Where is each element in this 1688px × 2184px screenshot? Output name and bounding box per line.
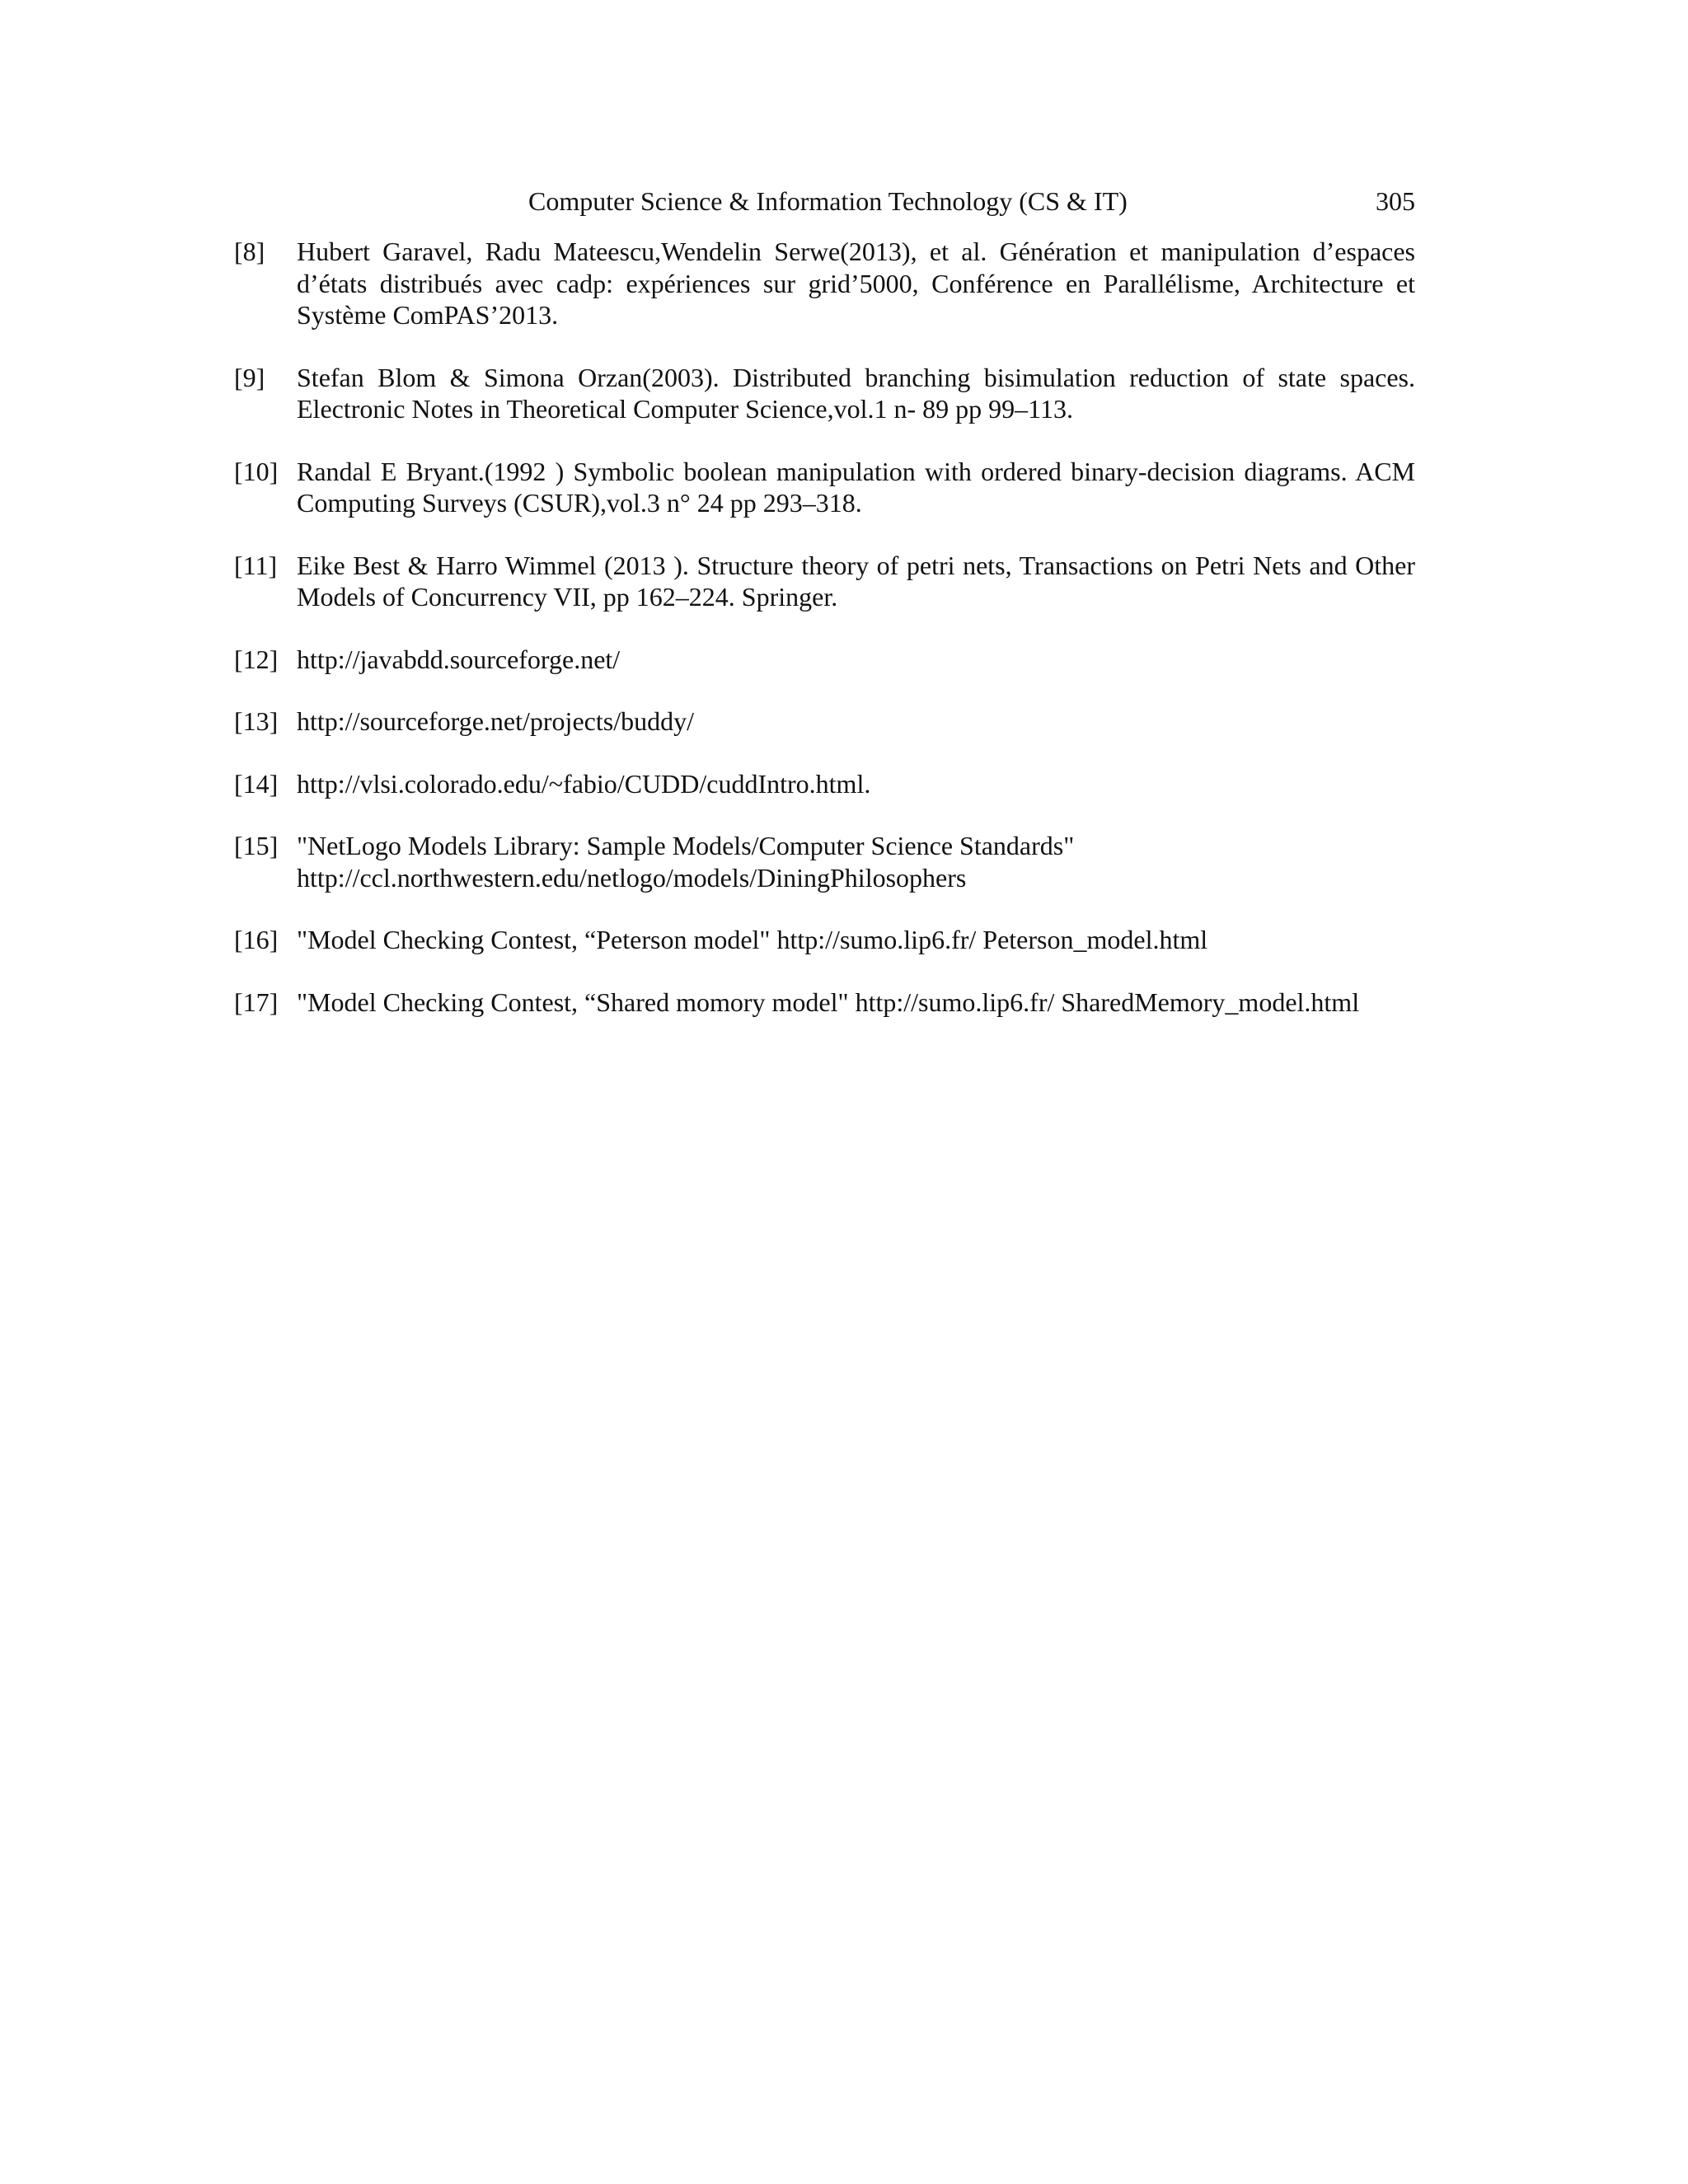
reference-15 bbox=[234, 830, 1415, 893]
reference-url[interactable]: http://ccl.northwestern.edu/netlogo/models/DiningPhilosophers bbox=[297, 862, 967, 893]
reference-text: Eike Best & Harro Wimmel (2013 ). Structure theory of petri nets, Transactions on Petri Nets and Other Models of Concurrency VII, pp 162–224. Springer. bbox=[297, 550, 1415, 612]
reference-16 bbox=[234, 924, 1415, 956]
reference-11 bbox=[234, 550, 1415, 613]
reference-10 bbox=[234, 456, 1415, 519]
reference-14 bbox=[234, 768, 1415, 800]
reference-label: [17] bbox=[234, 987, 279, 1017]
reference-url[interactable]: http://vlsi.colorado.edu/~fabio/CUDD/cuddIntro.html. bbox=[297, 768, 871, 799]
reference-text bbox=[297, 830, 1415, 893]
reference-text: Hubert Garavel, Radu Mateescu,Wendelin Serwe(2013), et al. Génération et manipulation d’espaces d’états distribués avec cadp: expériences sur grid’5000, Conférence en Parallélisme, Architecture et Système ComPAS’2013. bbox=[297, 237, 1415, 330]
reference-8 bbox=[234, 236, 1415, 331]
reference-label: [12] bbox=[234, 644, 279, 674]
reference-12 bbox=[234, 644, 1415, 676]
reference-label: [16] bbox=[234, 925, 279, 954]
reference-text: Stefan Blom & Simona Orzan(2003). Distributed branching bisimulation reduction of state spaces. Electronic Notes in Theoretical Computer Science,vol.1 n- 89 pp 99–113. bbox=[297, 362, 1415, 424]
reference-label: [8] bbox=[234, 237, 265, 266]
reference-text: "Model Checking Contest, “Shared momory model" http://sumo.lip6.fr/ SharedMemory_model.html bbox=[297, 987, 1360, 1017]
running-header bbox=[234, 183, 1415, 219]
reference-label: [10] bbox=[234, 456, 279, 486]
reference-url[interactable]: http://javabdd.sourceforge.net/ bbox=[297, 644, 621, 674]
reference-label: [14] bbox=[234, 768, 279, 799]
reference-label: [11] bbox=[234, 550, 278, 580]
reference-13 bbox=[234, 705, 1415, 738]
reference-text: Randal E Bryant.(1992 ) Symbolic boolean manipulation with ordered binary-decision diagrams. ACM Computing Surveys (CSUR),vol.3 n° 24 pp 293–318. bbox=[297, 456, 1415, 518]
reference-url[interactable]: http://sourceforge.net/projects/buddy/ bbox=[297, 706, 694, 736]
page-number: 305 bbox=[1376, 186, 1415, 216]
reference-label: [9] bbox=[234, 362, 265, 392]
reference-17 bbox=[234, 987, 1415, 1019]
reference-label: [13] bbox=[234, 706, 279, 736]
reference-text: "Model Checking Contest, “Peterson model" http://sumo.lip6.fr/ Peterson_model.html bbox=[297, 925, 1208, 954]
reference-line: "NetLogo Models Library: Sample Models/Computer Science Standards" bbox=[297, 831, 1075, 860]
reference-list bbox=[234, 236, 1415, 1048]
running-title: Computer Science & Information Technology (CS & IT) bbox=[528, 186, 1128, 216]
reference-9 bbox=[234, 362, 1415, 425]
reference-label: [15] bbox=[234, 831, 279, 860]
